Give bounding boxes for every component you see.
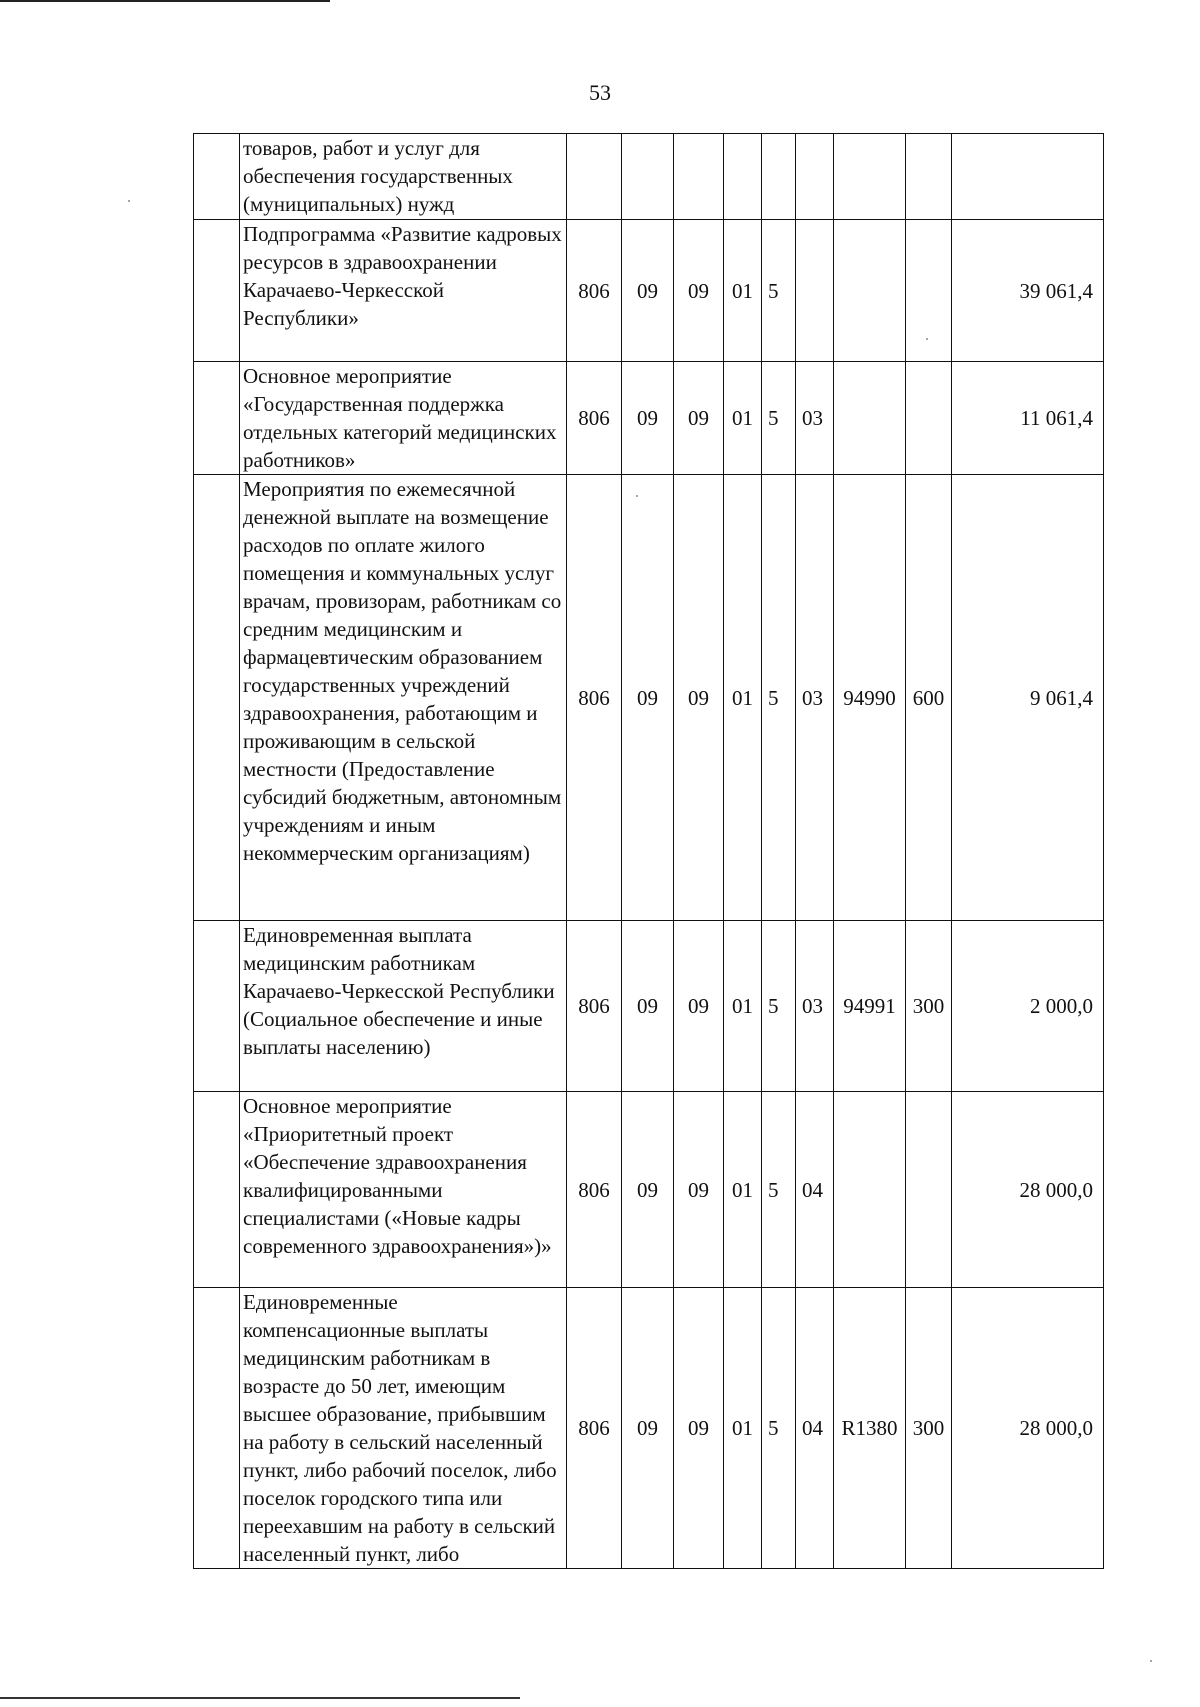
program-code-cell: 01: [724, 220, 762, 362]
program-code-cell: 01: [724, 1092, 762, 1288]
program-code-cell: 01: [724, 475, 762, 921]
event-code-cell: 03: [796, 921, 834, 1092]
table-row: [194, 475, 1104, 921]
section-code-cell: 09: [622, 220, 674, 362]
item-name-cell: товаров, работ и услуг для обеспечения государственных (муниципальных) нужд: [240, 134, 567, 220]
section-code-cell: 09: [622, 362, 674, 475]
section-code-cell: 09: [622, 921, 674, 1092]
ministry-code-cell: 806: [567, 362, 622, 475]
amount-cell: 11 061,4: [952, 362, 1104, 475]
ministry-code-cell: [567, 134, 622, 220]
ministry-code-cell: 806: [567, 921, 622, 1092]
section-code-cell: 09: [622, 1288, 674, 1569]
amount-cell: 28 000,0: [952, 1288, 1104, 1569]
subprogram-code-cell: 5: [762, 1092, 796, 1288]
table-row: [194, 362, 1104, 475]
direction-code-cell: R1380: [834, 1288, 906, 1569]
table-row: [194, 220, 1104, 362]
amount-cell: 39 061,4: [952, 220, 1104, 362]
program-code-cell: 01: [724, 362, 762, 475]
subprogram-code-cell: 5: [762, 362, 796, 475]
item-name-cell: Единовременные компенсационные выплаты медицинским работникам в возрасте до 50 лет, имеющим высшее образование, прибывшим на работу в сельский населенный пункт, либо рабочий поселок, либо поселок городского типа или переехавшим на работу в сельский населенный пункт, либо: [240, 1288, 567, 1569]
ministry-code-cell: 806: [567, 475, 622, 921]
subprogram-code-cell: 5: [762, 220, 796, 362]
event-code-cell: [796, 134, 834, 220]
amount-cell: 9 061,4: [952, 475, 1104, 921]
expense-type-cell: [906, 362, 952, 475]
subprogram-code-cell: 5: [762, 475, 796, 921]
scan-speck: [636, 495, 638, 497]
event-code-cell: 03: [796, 362, 834, 475]
subsection-code-cell: 09: [674, 220, 724, 362]
direction-code-cell: [834, 220, 906, 362]
event-code-cell: 04: [796, 1092, 834, 1288]
row-index-cell: [194, 134, 240, 220]
subprogram-code-cell: 5: [762, 1288, 796, 1569]
item-name-cell: Единовременная выплата медицинским работникам Карачаево-Черкесской Республики (Социальное обеспечение и иные выплаты населению): [240, 921, 567, 1092]
ministry-code-cell: 806: [567, 1092, 622, 1288]
amount-cell: 2 000,0: [952, 921, 1104, 1092]
scan-edge-line: [0, 0, 330, 2]
expense-type-cell: [906, 220, 952, 362]
table-row: [194, 134, 1104, 220]
section-code-cell: [622, 134, 674, 220]
row-index-cell: [194, 921, 240, 1092]
item-name-cell: Основное мероприятие «Государственная поддержка отдельных категорий медицинских работников»: [240, 362, 567, 475]
row-index-cell: [194, 362, 240, 475]
budget-table: [193, 133, 1104, 1569]
program-code-cell: 01: [724, 921, 762, 1092]
row-index-cell: [194, 1092, 240, 1288]
table-row: [194, 1092, 1104, 1288]
direction-code-cell: [834, 362, 906, 475]
scan-edge-line-bottom: [0, 1697, 520, 1699]
event-code-cell: 04: [796, 1288, 834, 1569]
expense-type-cell: 300: [906, 921, 952, 1092]
amount-cell: [952, 134, 1104, 220]
event-code-cell: [796, 220, 834, 362]
expense-type-cell: [906, 1092, 952, 1288]
item-name-cell: Мероприятия по ежемесячной денежной выплате на возмещение расходов по оплате жилого помещения и коммунальных услуг врачам, провизорам, работникам со средним медицинским и фармацевтическим образованием государственных учреждений здравоохранения, работающим и проживающим в сельской местности (Предоставление субсидий бюджетным, автономным учреждениям и иным некоммерческим организациям): [240, 475, 567, 921]
direction-code-cell: 94990: [834, 475, 906, 921]
item-name-cell: Основное мероприятие «Приоритетный проект «Обеспечение здравоохранения квалифицированными специалистами («Новые кадры современного здравоохранения»)»: [240, 1092, 567, 1288]
subsection-code-cell: 09: [674, 1092, 724, 1288]
section-code-cell: 09: [622, 475, 674, 921]
event-code-cell: 03: [796, 475, 834, 921]
subsection-code-cell: 09: [674, 362, 724, 475]
subsection-code-cell: [674, 134, 724, 220]
subsection-code-cell: 09: [674, 1288, 724, 1569]
section-code-cell: 09: [622, 1092, 674, 1288]
row-index-cell: [194, 475, 240, 921]
expense-type-cell: [906, 134, 952, 220]
scan-speck: [926, 338, 928, 340]
program-code-cell: 01: [724, 1288, 762, 1569]
expense-type-cell: 300: [906, 1288, 952, 1569]
table-row: [194, 1288, 1104, 1569]
subsection-code-cell: 09: [674, 475, 724, 921]
subprogram-code-cell: [762, 134, 796, 220]
direction-code-cell: [834, 1092, 906, 1288]
program-code-cell: [724, 134, 762, 220]
scan-speck: [1150, 1660, 1152, 1662]
subsection-code-cell: 09: [674, 921, 724, 1092]
item-name-cell: Подпрограмма «Развитие кадровых ресурсов в здравоохранении Карачаево-Черкесской Республики»: [240, 220, 567, 362]
ministry-code-cell: 806: [567, 1288, 622, 1569]
row-index-cell: [194, 220, 240, 362]
direction-code-cell: 94991: [834, 921, 906, 1092]
subprogram-code-cell: 5: [762, 921, 796, 1092]
page-number: 53: [589, 80, 611, 105]
scan-speck: [128, 200, 130, 202]
direction-code-cell: [834, 134, 906, 220]
ministry-code-cell: 806: [567, 220, 622, 362]
amount-cell: 28 000,0: [952, 1092, 1104, 1288]
expense-type-cell: 600: [906, 475, 952, 921]
row-index-cell: [194, 1288, 240, 1569]
table-row: [194, 921, 1104, 1092]
